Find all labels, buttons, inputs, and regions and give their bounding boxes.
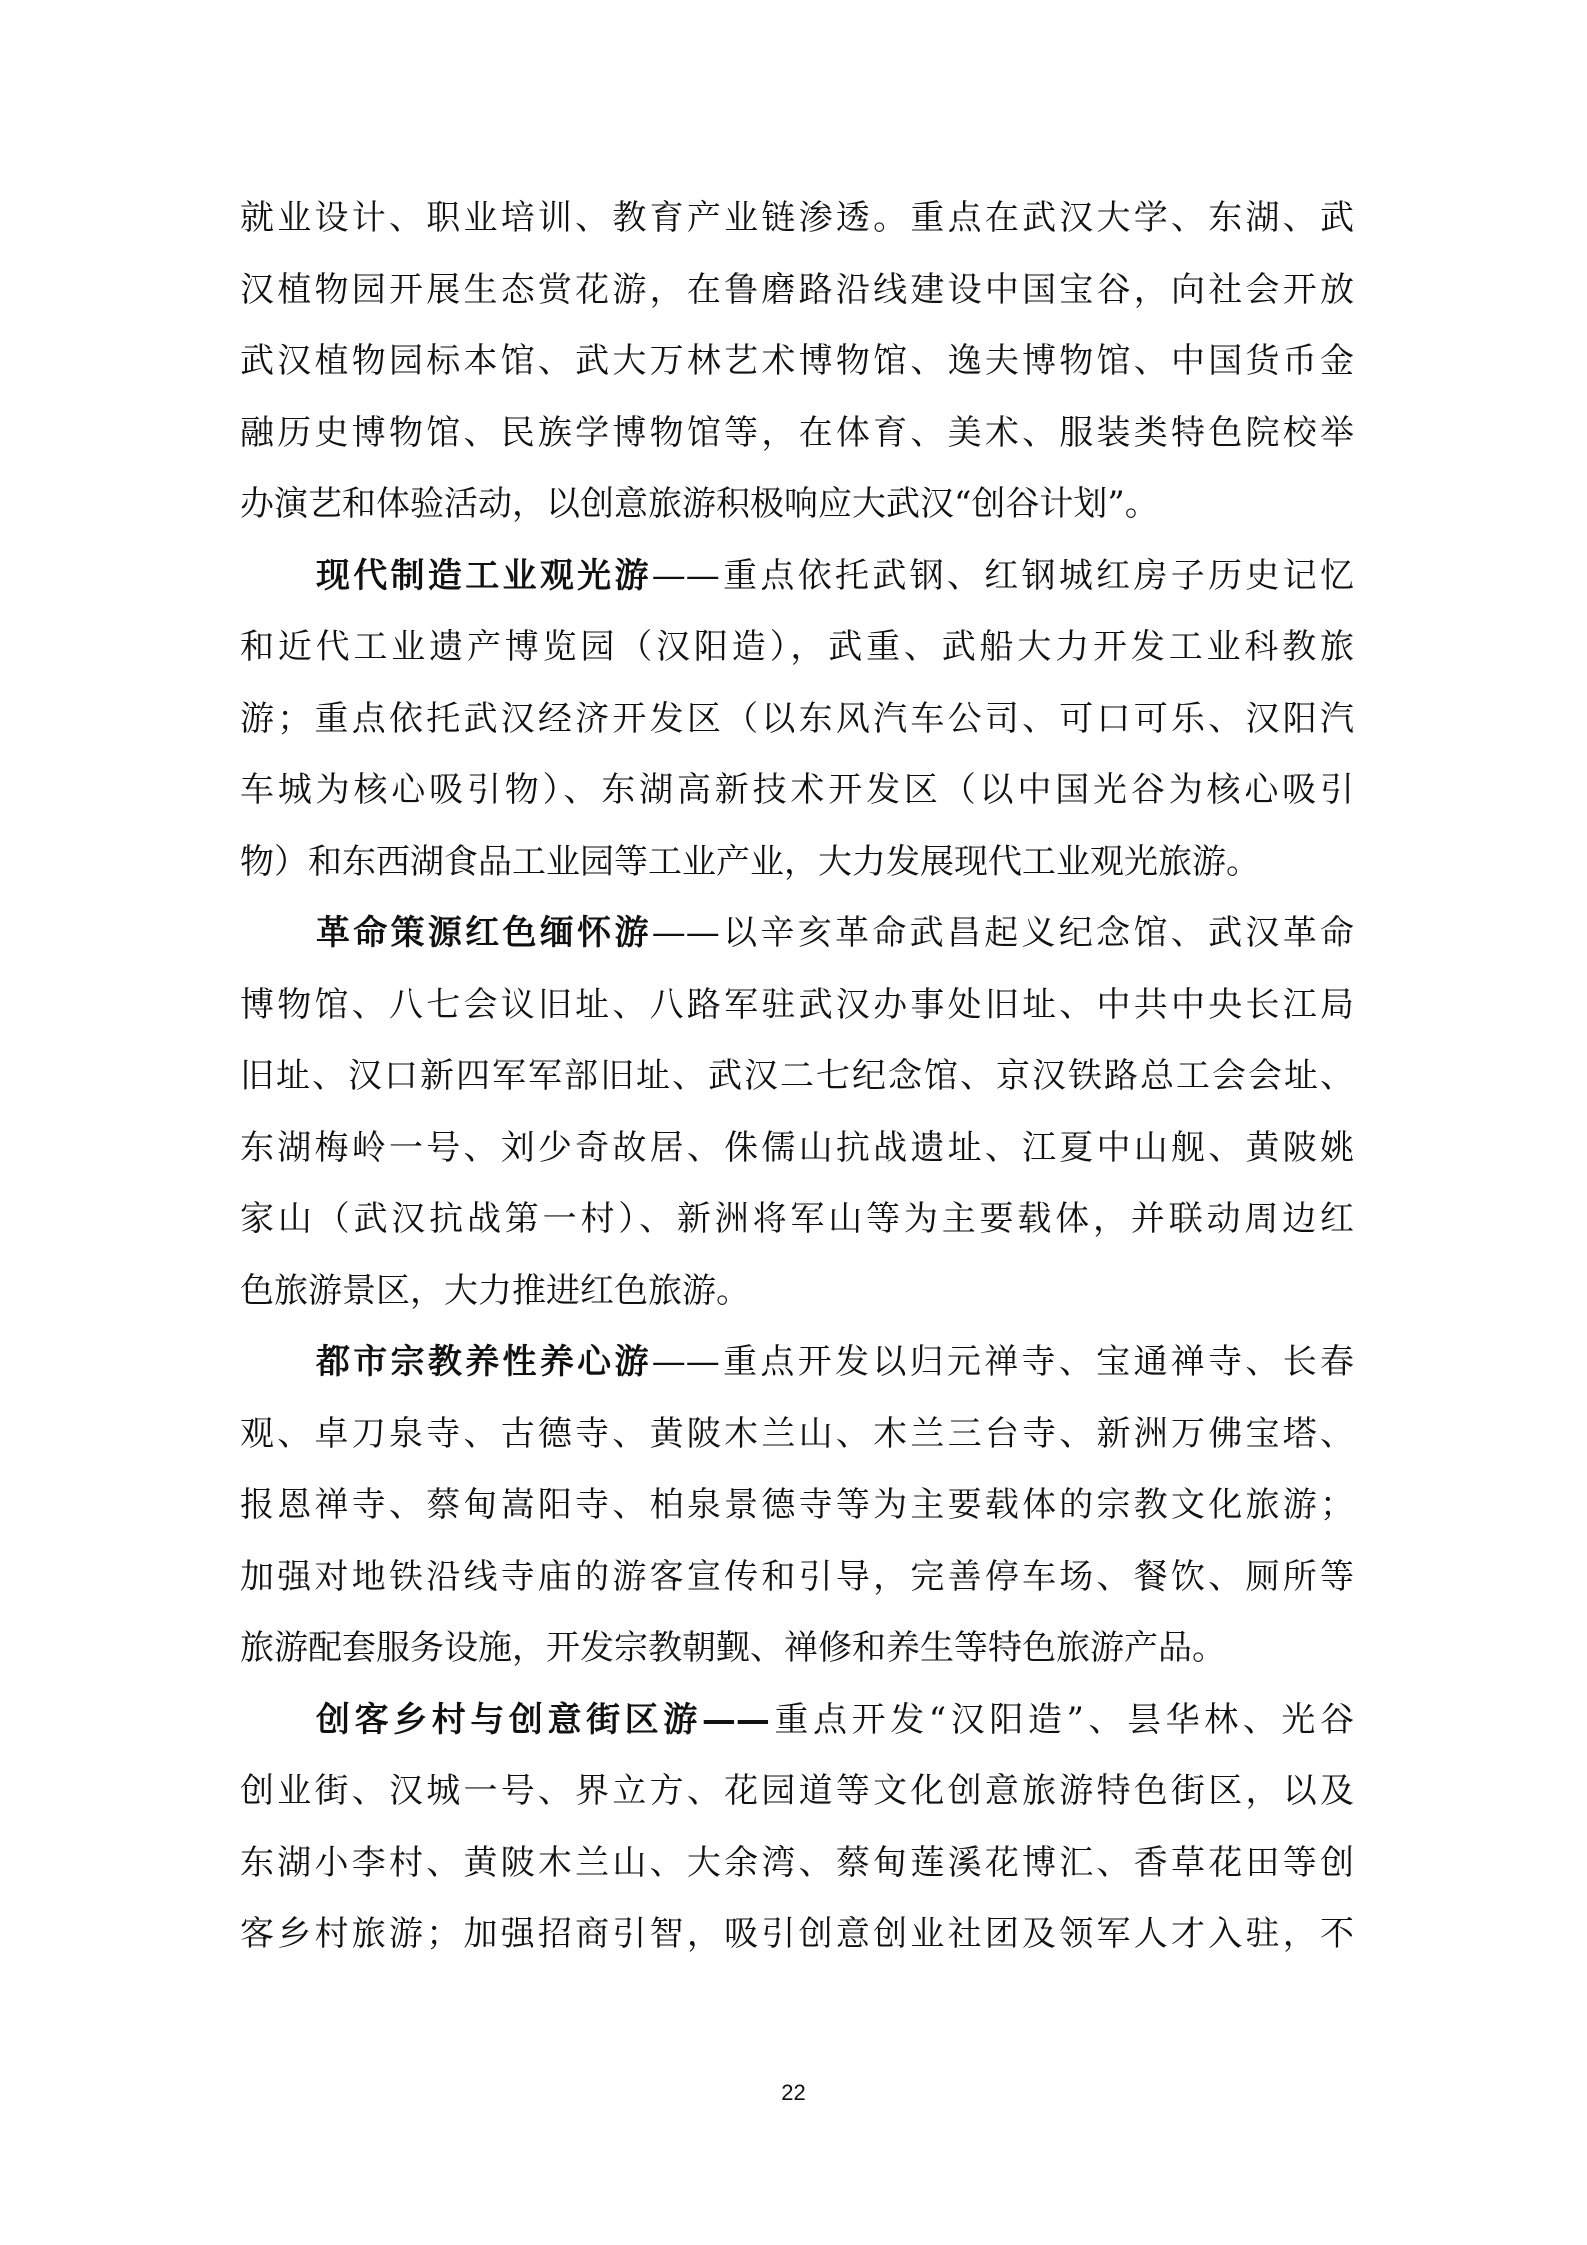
text-line: 家山（武汉抗战第一村）、新洲将军山等为主要载体，并联动周边红 — [240, 1199, 1354, 1239]
paragraph-first-line — [240, 898, 1354, 970]
text-line: 报恩禅寺、蔡甸嵩阳寺、柏泉景德寺等为主要载体的宗教文化旅游； — [240, 1485, 1354, 1525]
text-line: 观、卓刀泉寺、古德寺、黄陂木兰山、木兰三台寺、新洲万佛宝塔、 — [240, 1413, 1354, 1454]
text-line: 车城为核心吸引物）、东湖高新技术开发区（以中国光谷为核心吸引 — [240, 770, 1354, 810]
text-line: 物）和东西湖食品工业园等工业产业，大力发展现代工业观光旅游。 — [240, 841, 1260, 882]
page-number: 22 — [781, 2080, 806, 2105]
text-line: 就业设计、职业培训、教育产业链渗透。重点在武汉大学、东湖、武 — [240, 198, 1354, 238]
text-run: ——重点开发以归元禅寺、宝通禅寺、长春 — [651, 1342, 1354, 1382]
paragraph-first-line — [240, 541, 1354, 613]
text-line: 加强对地铁沿线寺庙的游客宣传和引导，完善停车场、餐饮、厕所等 — [240, 1556, 1354, 1597]
text-line: 汉植物园开展生态赏花游，在鲁磨路沿线建设中国宝谷，向社会开放 — [240, 269, 1354, 310]
body-text — [240, 183, 1354, 1971]
paragraph-first-line — [240, 1327, 1354, 1399]
paragraph-first-line — [240, 1685, 1354, 1757]
section-heading: 革命策源红色缅怀游 — [316, 913, 652, 953]
text-run: ——重点依托武钢、红钢城红房子历史记忆 — [651, 555, 1354, 596]
text-line: 创业街、汉城一号、界立方、花园道等文化创意旅游特色街区，以及 — [240, 1771, 1354, 1811]
text-line: 客乡村旅游；加强招商引智，吸引创意创业社团及领军人才入驻，不 — [240, 1914, 1354, 1954]
text-run: ——以辛亥革命武昌起义纪念馆、武汉革命 — [651, 913, 1354, 953]
text-line: 和近代工业遗产博览园（汉阳造），武重、武船大力开发工业科教旅 — [240, 627, 1354, 667]
text-line: 博物馆、八七会议旧址、八路军驻武汉办事处旧址、中共中央长江局 — [240, 984, 1354, 1025]
text-line: 武汉植物园标本馆、武大万林艺术博物馆、逸夫博物馆、中国货币金 — [240, 341, 1354, 381]
text-line: 融历史博物馆、民族学博物馆等，在体育、美术、服装类特色院校举 — [240, 412, 1354, 453]
text-line: 旧址、汉口新四军军部旧址、武汉二七纪念馆、京汉铁路总工会会址、 — [240, 1056, 1354, 1096]
section-heading: 创客乡村与创意街区游—— — [316, 1699, 770, 1740]
text-line: 色旅游景区，大力推进红色旅游。 — [240, 1270, 750, 1311]
text-line: 旅游配套服务设施，开发宗教朝觐、禅修和养生等特色旅游产品。 — [240, 1628, 1226, 1668]
section-heading: 现代制造工业观光游 — [316, 555, 652, 596]
text-line: 东湖小李村、黄陂木兰山、大余湾、蔡甸莲溪花博汇、香草花田等创 — [240, 1842, 1354, 1883]
text-line: 办演艺和体验活动，以创意旅游积极响应大武汉“创谷计划”。 — [240, 484, 1159, 524]
section-heading: 都市宗教养性养心游 — [316, 1342, 652, 1382]
text-line: 东湖梅岭一号、刘少奇故居、侏儒山抗战遗址、江夏中山舰、黄陂姚 — [240, 1127, 1354, 1168]
text-run: 重点开发“汉阳造”、昙华林、光谷 — [769, 1699, 1354, 1740]
text-line: 游；重点依托武汉经济开发区（以东风汽车公司、可口可乐、汉阳汽 — [240, 698, 1354, 739]
